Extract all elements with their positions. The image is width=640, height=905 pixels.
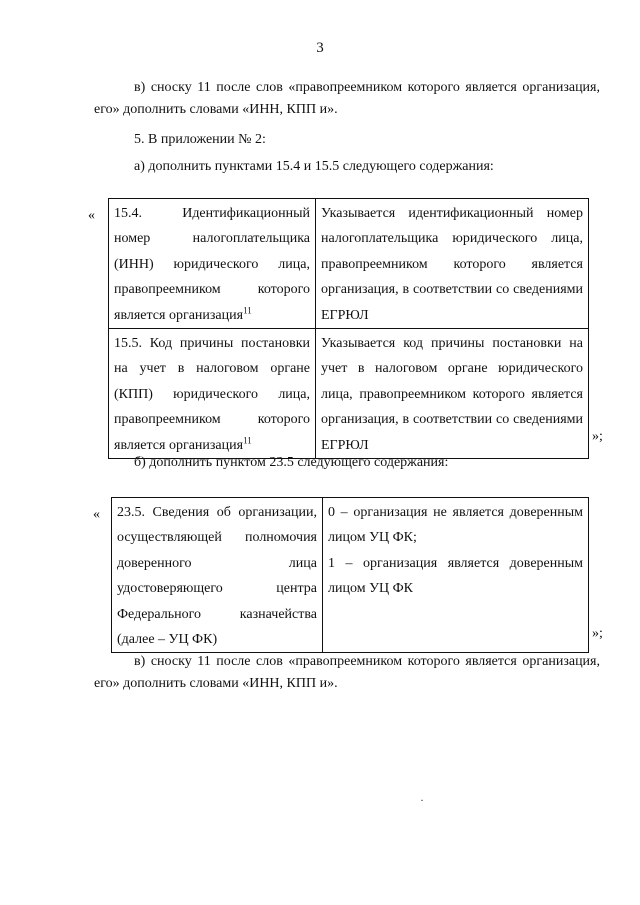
stray-mark: · bbox=[420, 793, 424, 807]
table2-value-line: 1 – организация является доверенным лицом УЦ ФК bbox=[328, 555, 583, 597]
table1-open-quote: « bbox=[88, 208, 95, 223]
table1-field-text: 15.4. Идентификационный номер налогоплательщика (ИНН) юридического лица, правопреемником которого является организация bbox=[114, 206, 310, 323]
table-items-15-4-15-5 bbox=[108, 198, 589, 459]
paragraph-footnote-amendment-2: в) сноску 11 после слов «правопреемником которого является организация, его» дополнить словами «ИНН, КПП и». bbox=[94, 654, 600, 691]
table1-row bbox=[109, 329, 589, 459]
table1-field-text: 15.5. Код причины постановки на учет в налоговом органе (КПП) юридического лица, правопреемником которого является организация bbox=[114, 336, 310, 453]
table-item-23-5 bbox=[111, 497, 589, 653]
paragraph-add-item-23-5: б) дополнить пунктом 23.5 следующего содержания: bbox=[134, 455, 449, 470]
paragraph-add-items-15: а) дополнить пунктами 15.4 и 15.5 следующего содержания: bbox=[134, 159, 494, 174]
table2-cell-field: 23.5. Сведения об организации, осуществляющей полномочия доверенного лица удостоверяющего центра Федерального казначейства (далее – УЦ ФК) bbox=[112, 498, 323, 653]
table1-cell-field bbox=[109, 199, 316, 329]
table1-cell-field bbox=[109, 329, 316, 459]
table2-value-line: 0 – организация не является доверенным лицом УЦ ФК; bbox=[328, 505, 583, 546]
footnote-ref: 11 bbox=[243, 435, 252, 445]
table1-cell-description: Указывается идентификационный номер налогоплательщика юридического лица, правопреемником которого является организация, в соответствии со сведениями ЕГРЮЛ bbox=[316, 199, 589, 329]
paragraph-footnote-amendment-1: в) сноску 11 после слов «правопреемником которого является организация, его» дополнить словами «ИНН, КПП и». bbox=[94, 80, 600, 117]
table1-close-quote: »; bbox=[592, 429, 603, 444]
table2-cell-values bbox=[323, 498, 589, 653]
table1-row bbox=[109, 199, 589, 329]
table2-row bbox=[112, 498, 589, 653]
page-number: 3 bbox=[316, 40, 324, 56]
table1-cell-description: Указывается код причины постановки на учет в налоговом органе юридического лица, правопреемником которого является организация, в соответствии со сведениями ЕГРЮЛ bbox=[316, 329, 589, 459]
table2-close-quote: »; bbox=[592, 626, 603, 641]
paragraph-appendix-2-heading: 5. В приложении № 2: bbox=[134, 132, 266, 147]
table2-open-quote: « bbox=[93, 507, 100, 522]
footnote-ref: 11 bbox=[243, 304, 252, 315]
